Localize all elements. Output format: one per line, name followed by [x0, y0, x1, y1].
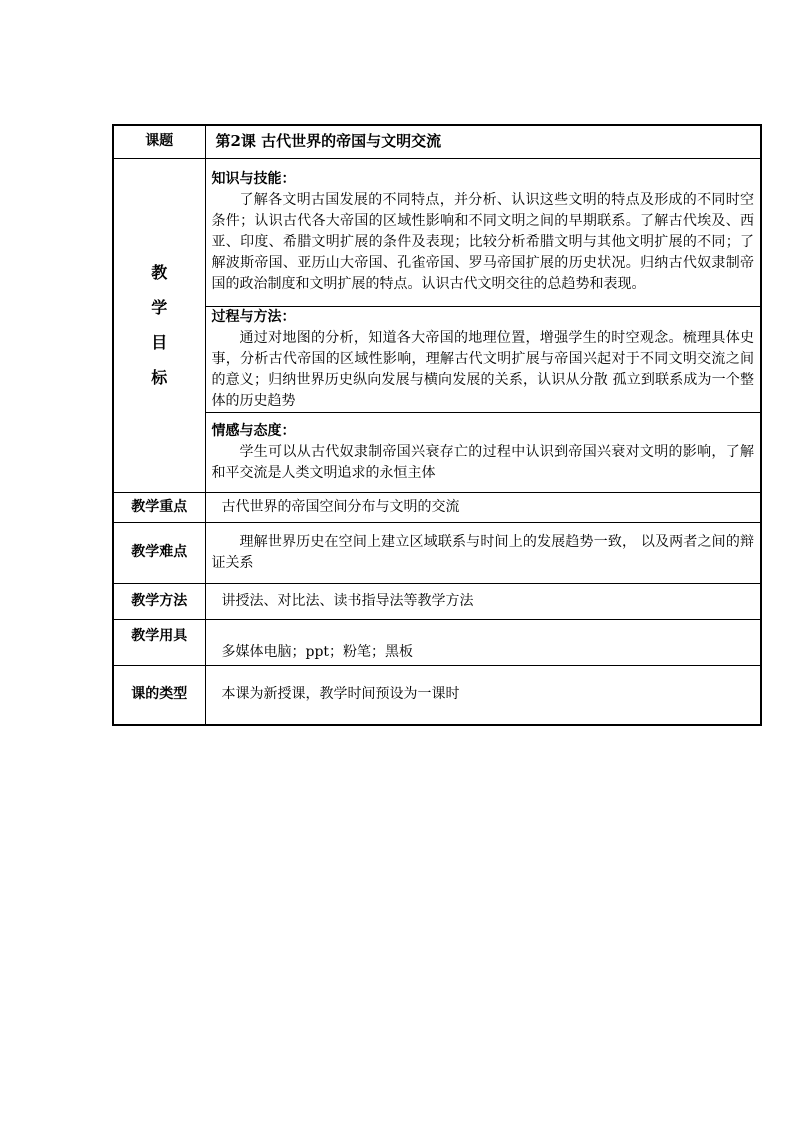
process-cell	[205, 306, 761, 412]
objectives-label-char: 标	[151, 368, 168, 387]
objectives-label-char: 目	[151, 333, 168, 352]
objectives-label	[113, 158, 205, 492]
key-point-label: 教学重点	[113, 492, 205, 522]
process-heading: 过程与方法：	[211, 308, 296, 325]
method-row	[113, 583, 761, 619]
tools-value: 多媒体电脑；ppt；粉笔；黑板	[205, 619, 761, 665]
lesson-type-value: 本课为新授课，教学时间预设为一课时	[205, 665, 761, 725]
tools-row	[113, 619, 761, 665]
emotion-text: 学生可以从古代奴隶制帝国兴衰存亡的过程中认识到帝国兴衰对文明的影响，了解和平交流是人类文明追求的永恒主体	[211, 443, 754, 481]
tools-label: 教学用具	[113, 619, 205, 665]
knowledge-text: 了解各文明古国发展的不同特点，并分析、认识这些文明的特点及形成的不同时空条件；认识古代各大帝国的区域性影响和不同文明之间的早期联系。了解古代埃及、西亚、印度、希腊文明扩展的条件及表现；比较分析希腊文明与其他文明扩展的不同；了解波斯帝国、亚历山大帝国、孔雀帝国、罗马帝国扩展的历史状况。归纳古代奴隶制帝国的政治制度和文明扩展的特点。认识古代文明交往的总趋势和表现。	[211, 192, 754, 292]
difficulty-cell	[205, 522, 761, 583]
objective-emotion-row	[113, 412, 761, 492]
objectives-label-char: 学	[151, 298, 168, 317]
title-row	[113, 125, 761, 158]
objective-process-row	[113, 306, 761, 412]
lesson-title: 第2课 古代世界的帝国与文明交流	[205, 125, 761, 158]
method-value: 讲授法、对比法、读书指导法等教学方法	[205, 583, 761, 619]
knowledge-heading: 知识与技能：	[211, 171, 296, 187]
key-point-row	[113, 492, 761, 522]
lesson-plan-table	[112, 124, 762, 726]
topic-label: 课题	[113, 125, 205, 158]
knowledge-cell	[205, 158, 761, 306]
key-point-value: 古代世界的帝国空间分布与文明的交流	[205, 492, 761, 522]
emotion-cell	[205, 412, 761, 492]
method-label: 教学方法	[113, 583, 205, 619]
objectives-label-char: 教	[151, 263, 168, 282]
difficulty-label: 教学难点	[113, 522, 205, 583]
objective-knowledge-row	[113, 158, 761, 306]
difficulty-value: 理解世界历史在空间上建立区域联系与时间上的发展趋势一致， 以及两者之间的辩证关系	[211, 533, 754, 571]
process-text: 通过对地图的分析，知道各大帝国的地理位置，增强学生的时空观念。梳理具体史事，分析古代帝国的区域性影响，理解古代文明扩展与帝国兴起对于不同文明交流之间的意义；归纳世界历史纵向发展与横向发展的关系，认识从分散 孤立到联系成为一个整体的历史趋势	[211, 329, 754, 409]
lesson-type-label: 课的类型	[113, 665, 205, 725]
difficulty-row	[113, 522, 761, 583]
lesson-type-row	[113, 665, 761, 725]
emotion-heading: 情感与态度：	[211, 422, 296, 439]
